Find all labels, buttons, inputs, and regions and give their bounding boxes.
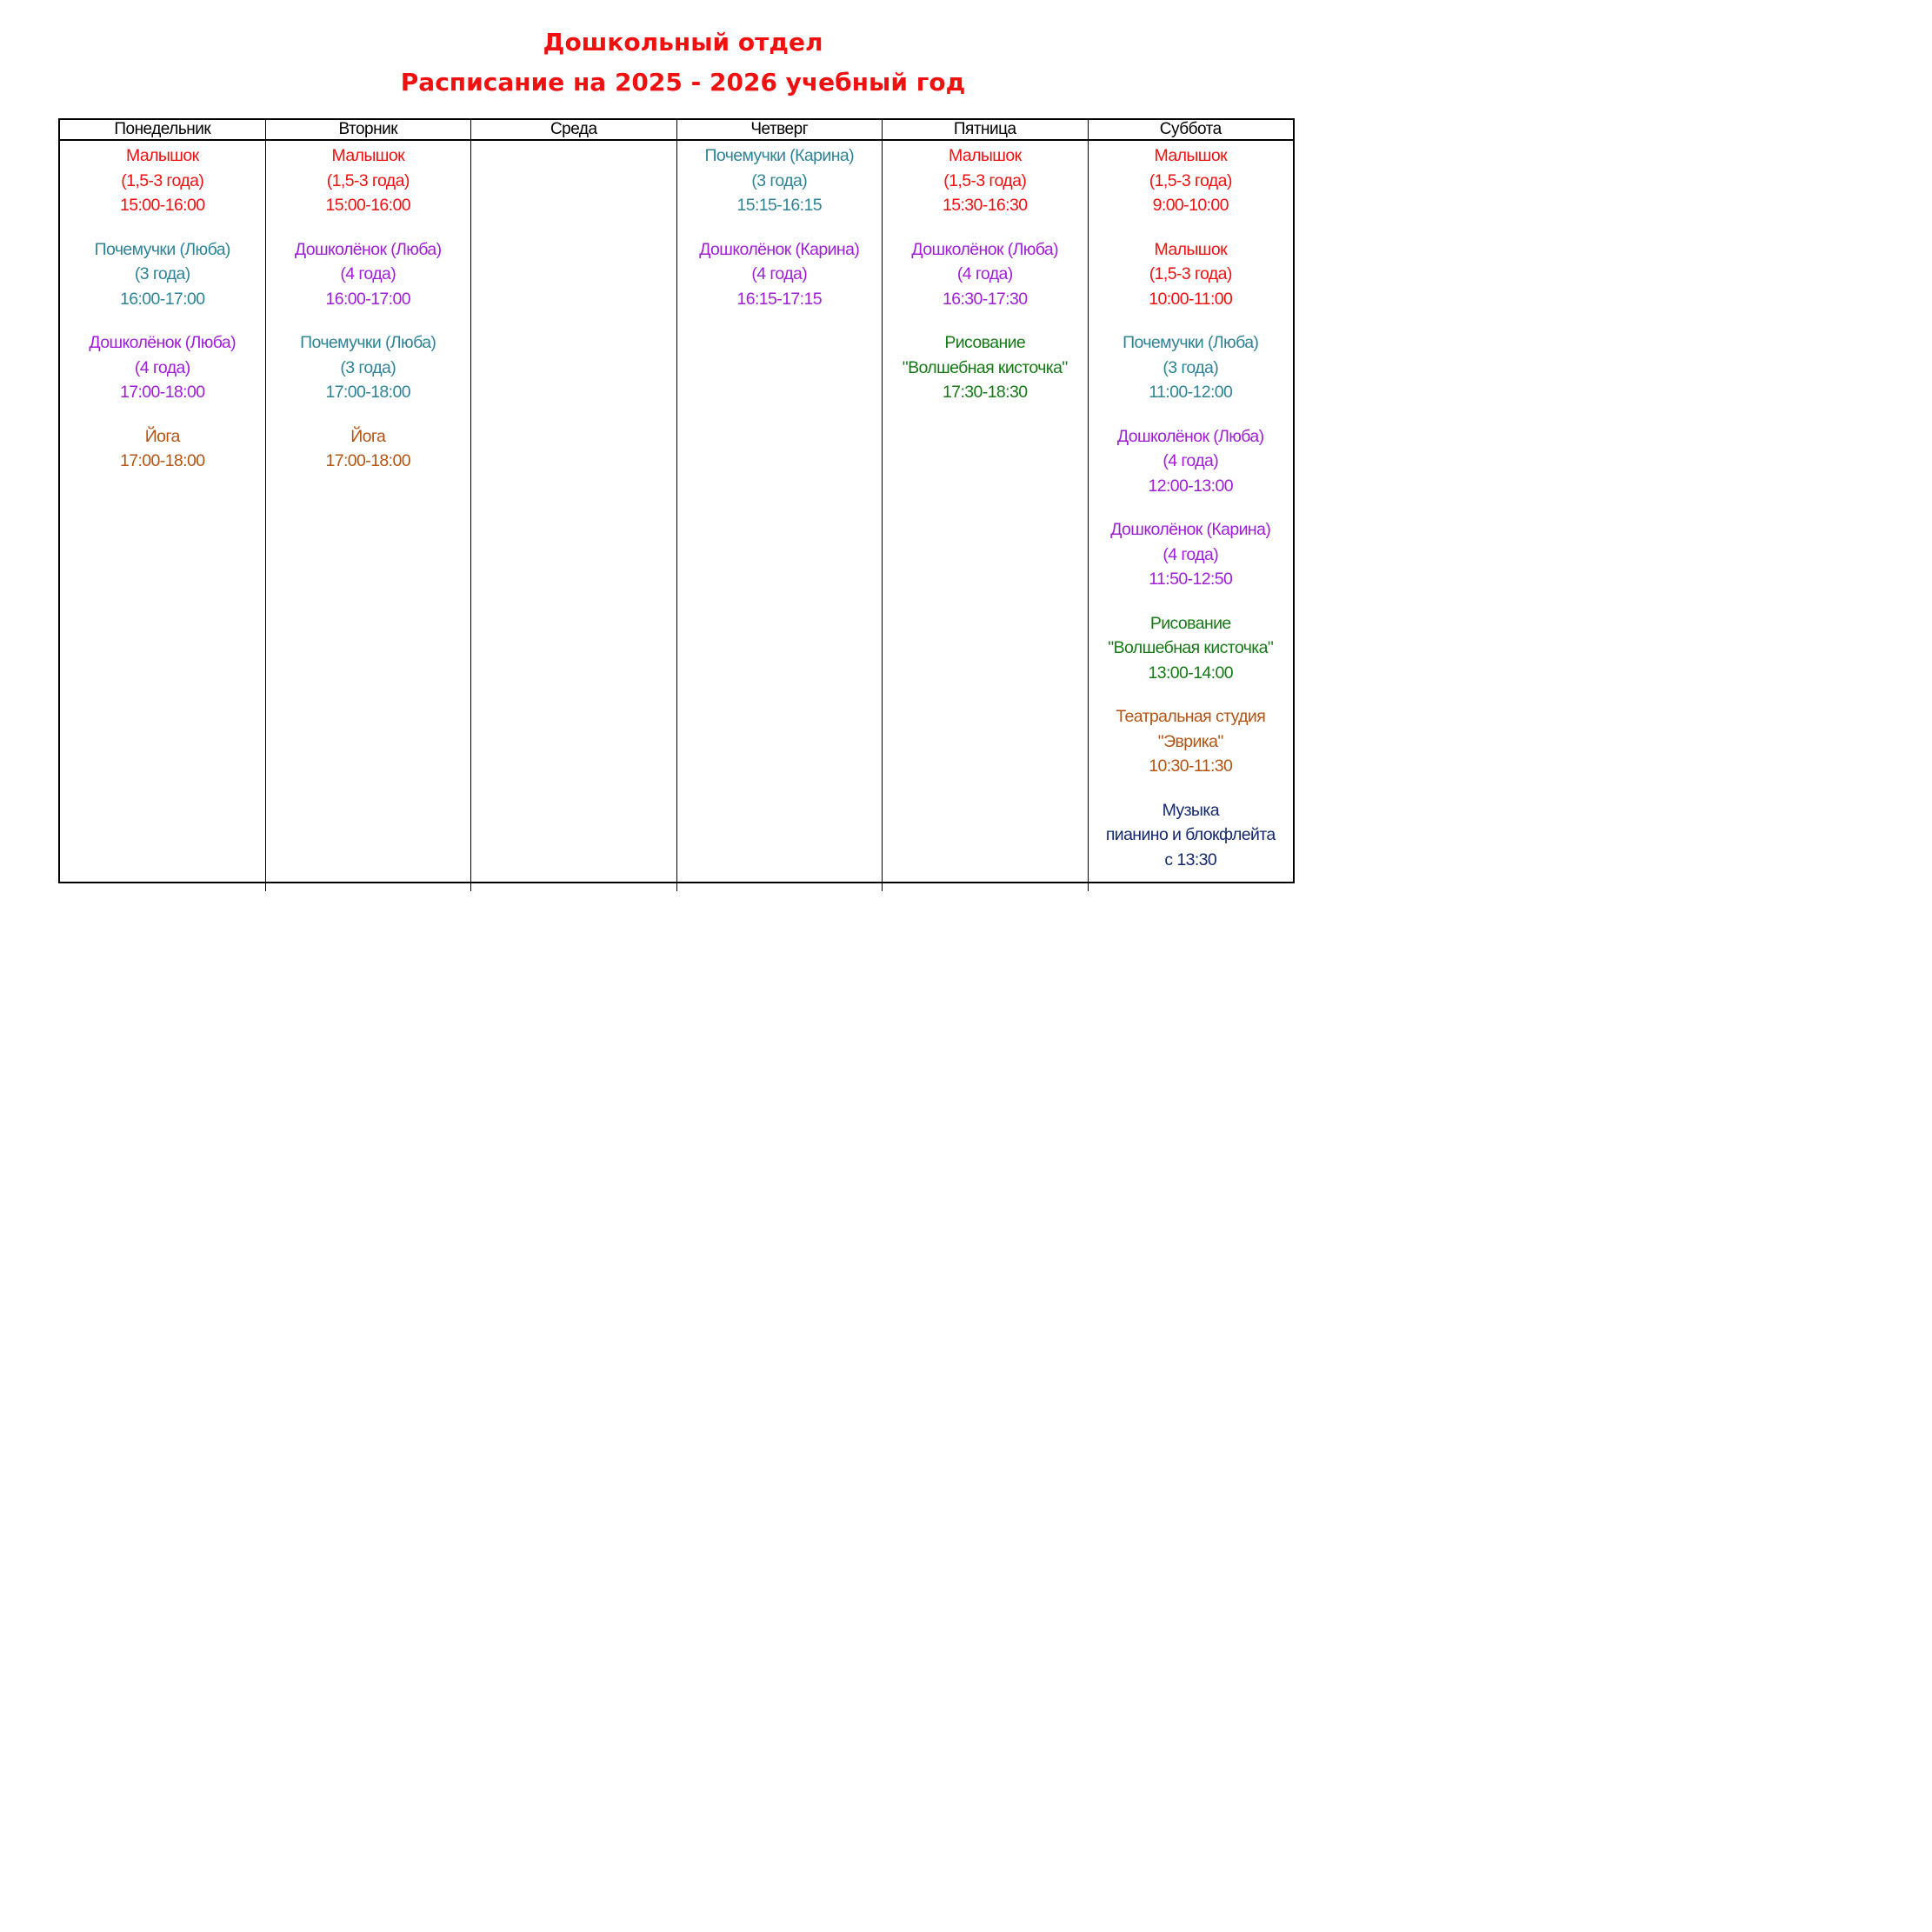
schedule-entry-risovanie <box>883 330 1088 405</box>
entry-text: Малышок <box>331 146 405 165</box>
day-column-tuesday <box>266 141 472 891</box>
entry-time: 11:50-12:50 <box>1149 570 1233 589</box>
entry-text: (3 года) <box>134 264 190 283</box>
entry-time: 17:00-18:00 <box>325 451 410 470</box>
schedule-entry-doshkolenok <box>1089 424 1294 499</box>
day-header-friday: Пятница <box>883 120 1089 139</box>
entry-text: (1,5-3 года) <box>326 170 410 190</box>
entry-text: (4 года) <box>134 357 190 377</box>
day-header-wednesday: Среда <box>471 120 677 139</box>
schedule-entry-doshkolenok <box>1089 517 1294 592</box>
entry-text: (1,5-3 года) <box>1149 170 1232 190</box>
table-header-row <box>60 120 1293 141</box>
entry-time: 15:15-16:15 <box>736 196 822 215</box>
schedule-entry-pochemuchki <box>60 237 265 312</box>
document-subtitle: Расписание на 2025 - 2026 учебный год <box>400 68 966 97</box>
schedule-entry-malyshok <box>1089 237 1294 312</box>
entry-text: Рисование <box>1149 613 1231 633</box>
schedule-entry-pochemuchki <box>266 330 471 405</box>
entry-text: Рисование <box>944 333 1026 352</box>
entry-text: (1,5-3 года) <box>1149 264 1232 283</box>
entry-text: (3 года) <box>751 170 808 190</box>
entry-time: 17:00-18:00 <box>325 383 410 402</box>
day-header-saturday: Суббота <box>1159 120 1222 138</box>
entry-time: 16:00-17:00 <box>120 289 205 309</box>
schedule-entry-muzyka <box>1089 798 1294 873</box>
entry-text: (4 года) <box>1163 544 1219 564</box>
entry-time: 16:30-17:30 <box>943 289 1028 309</box>
entry-text: Малышок <box>1154 146 1228 165</box>
entry-text: (4 года) <box>340 264 396 283</box>
schedule-entry-teatr <box>1089 704 1294 779</box>
entry-text: Почемучки (Люба) <box>1123 333 1259 352</box>
schedule-entry-yoga <box>60 424 265 474</box>
schedule-entry-doshkolenok <box>677 237 883 312</box>
entry-text: Почемучки (Карина) <box>704 146 855 165</box>
day-column-friday <box>883 141 1089 891</box>
schedule-entry-malyshok <box>883 143 1088 218</box>
schedule-entry-pochemuchki <box>677 143 883 218</box>
entry-text: Дошколёнок (Карина) <box>1110 520 1271 539</box>
entry-text: Дошколёнок (Люба) <box>1116 426 1264 446</box>
document-title: Дошкольный отдел <box>543 28 823 57</box>
day-column-monday <box>60 141 266 891</box>
schedule-entry-malyshok <box>266 143 471 218</box>
entry-text: "Эврика" <box>1157 731 1223 751</box>
entry-text: Малышок <box>1154 239 1228 259</box>
schedule-entry-doshkolenok <box>266 237 471 312</box>
entry-time: 15:30-16:30 <box>943 196 1028 215</box>
schedule-entry-malyshok <box>1089 143 1294 218</box>
entry-time: 17:00-18:00 <box>120 383 205 402</box>
entry-text: Дошколёнок (Люба) <box>911 239 1059 259</box>
entry-time: 12:00-13:00 <box>1148 476 1233 496</box>
schedule-entry-doshkolenok <box>883 237 1088 312</box>
entry-time: 16:00-17:00 <box>325 289 410 309</box>
entry-time: 10:30-11:30 <box>1149 756 1233 776</box>
entry-text: Дошколёнок (Люба) <box>89 333 237 352</box>
entry-text: Дошколёнок (Люба) <box>294 239 442 259</box>
entry-time: 17:30-18:30 <box>943 383 1028 402</box>
day-header-monday: Понедельник <box>60 120 266 139</box>
entry-text: Театральная студия <box>1116 707 1266 726</box>
entry-text: "Волшебная кисточка" <box>1108 638 1274 657</box>
day-column-thursday <box>677 141 883 891</box>
schedule-entry-yoga <box>266 424 471 474</box>
entry-text: Малышок <box>125 146 199 165</box>
entry-text: (4 года) <box>1163 451 1219 470</box>
schedule-table <box>58 118 1295 883</box>
entry-time: 15:00-16:00 <box>325 196 410 215</box>
schedule-entry-risovanie <box>1089 611 1294 686</box>
entry-text: (1,5-3 года) <box>943 170 1027 190</box>
entry-text: Дошколёнок (Карина) <box>699 239 860 259</box>
day-column-wednesday <box>471 141 677 891</box>
entry-text: Почемучки (Люба) <box>94 239 230 259</box>
entry-text: (3 года) <box>340 357 396 377</box>
entry-text: (1,5-3 года) <box>121 170 204 190</box>
day-header-tuesday: Вторник <box>266 120 472 139</box>
schedule-entry-malyshok <box>60 143 265 218</box>
entry-time: 13:00-14:00 <box>1148 663 1233 683</box>
table-body-row <box>60 141 1293 891</box>
entry-time: 15:00-16:00 <box>120 196 205 215</box>
entry-text: (4 года) <box>956 264 1013 283</box>
day-column-saturday <box>1089 141 1294 891</box>
entry-text: Малышок <box>948 146 1022 165</box>
entry-text: Йога <box>144 426 180 446</box>
entry-text: "Волшебная кисточка" <box>902 357 1068 377</box>
entry-time: 10:00-11:00 <box>1149 289 1233 309</box>
entry-time: 9:00-10:00 <box>1152 196 1229 215</box>
entry-text: (3 года) <box>1163 357 1219 377</box>
entry-time: 11:00-12:00 <box>1149 383 1233 402</box>
entry-text: Музыка <box>1162 800 1219 820</box>
entry-text: (4 года) <box>751 264 808 283</box>
entry-text: Йога <box>350 426 386 446</box>
schedule-entry-pochemuchki <box>1089 330 1294 405</box>
entry-time: с 13:30 <box>1164 849 1217 869</box>
entry-text: Почемучки (Люба) <box>300 333 436 352</box>
entry-time: 17:00-18:00 <box>120 451 205 470</box>
entry-time: 16:15-17:15 <box>736 289 822 309</box>
day-header-thursday: Четверг <box>677 120 883 139</box>
schedule-entry-doshkolenok <box>60 330 265 405</box>
entry-text: пианино и блокфлейта <box>1105 825 1276 844</box>
